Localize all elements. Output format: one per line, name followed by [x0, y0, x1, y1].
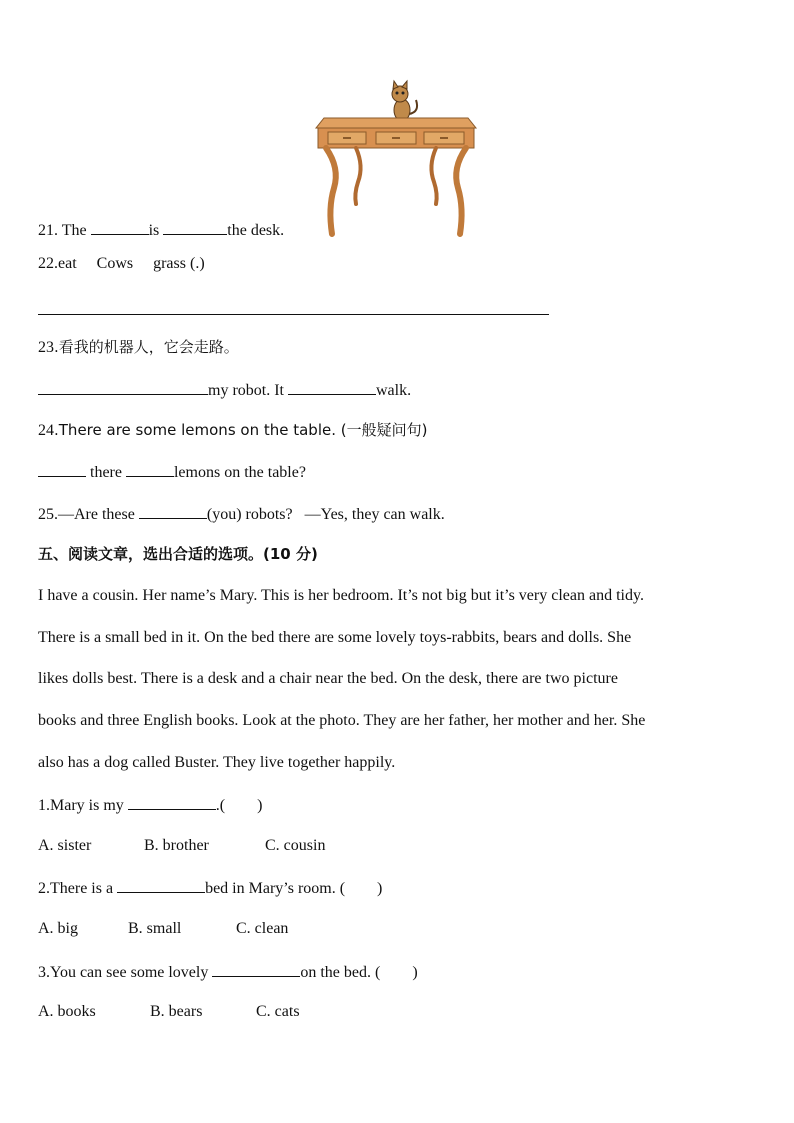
- option-b[interactable]: B. small: [128, 920, 182, 937]
- question-23-prompt: 23.看我的机器人，它会走路。: [38, 338, 239, 356]
- scrambled-words: .eat Cows grass (.): [54, 255, 205, 272]
- question-number: 24: [38, 422, 54, 439]
- answer-blank[interactable]: [126, 461, 174, 477]
- section-5-heading: 五、阅读文章，选出合适的选项。(10 分): [38, 545, 318, 563]
- answer-blank[interactable]: [91, 219, 149, 235]
- mc-options-1: [38, 836, 325, 856]
- question-21: 21. The is the desk.: [38, 219, 284, 241]
- option-c[interactable]: C. cats: [256, 1003, 300, 1020]
- option-c[interactable]: C. cousin: [265, 837, 326, 854]
- question-number: 25: [38, 506, 54, 523]
- answer-blank[interactable]: [288, 379, 376, 395]
- option-b[interactable]: B. brother: [144, 837, 209, 854]
- answer-line[interactable]: [38, 314, 549, 315]
- passage-line: books and three English books. Look at the photo. They are her father, her mother and her. She: [38, 712, 646, 729]
- passage-line: also has a dog called Buster. They live together happily.: [38, 754, 396, 771]
- passage-line: I have a cousin. Her name’s Mary. This is her bedroom. It’s not big but it’s very clean and tidy.: [38, 587, 644, 604]
- answer-blank[interactable]: [139, 503, 207, 519]
- answer-blank[interactable]: [128, 794, 216, 810]
- answer-blank[interactable]: [212, 961, 300, 977]
- answer-blank[interactable]: [38, 379, 208, 395]
- question-25: 25.—Are these (you) robots? —Yes, they can walk.: [38, 503, 445, 525]
- desk-with-cat-illustration: [312, 78, 480, 238]
- question-number: 21: [38, 222, 54, 239]
- cat-icon: [392, 81, 417, 122]
- option-a[interactable]: A. big: [38, 920, 78, 937]
- question-number: 23: [38, 339, 54, 356]
- answer-blank[interactable]: [163, 219, 227, 235]
- mc-options-3: [38, 1002, 300, 1022]
- question-23-answer: my robot. It walk.: [38, 379, 411, 401]
- option-c[interactable]: C. clean: [236, 920, 289, 937]
- mc-question-1: 1.Mary is my .( ): [38, 794, 262, 816]
- answer-blank[interactable]: [117, 877, 205, 893]
- question-24-prompt: 24.There are some lemons on the table. (一般疑问句): [38, 421, 428, 439]
- answer-blank[interactable]: [38, 461, 86, 477]
- mc-question-2: 2.There is a bed in Mary’s room. ( ): [38, 877, 382, 899]
- mc-question-3: 3.You can see some lovely on the bed. ( ): [38, 961, 418, 983]
- option-a[interactable]: A. books: [38, 1003, 96, 1020]
- mc-options-2: [38, 919, 288, 939]
- question-24-answer: there lemons on the table?: [38, 461, 306, 483]
- question-22: [38, 254, 205, 274]
- option-a[interactable]: A. sister: [38, 837, 92, 854]
- option-b[interactable]: B. bears: [150, 1003, 203, 1020]
- passage-line: There is a small bed in it. On the bed there are some lovely toys-rabbits, bears and dolls. She: [38, 629, 632, 646]
- question-number: 22: [38, 255, 54, 272]
- passage-line: likes dolls best. There is a desk and a chair near the bed. On the desk, there are two picture: [38, 670, 618, 687]
